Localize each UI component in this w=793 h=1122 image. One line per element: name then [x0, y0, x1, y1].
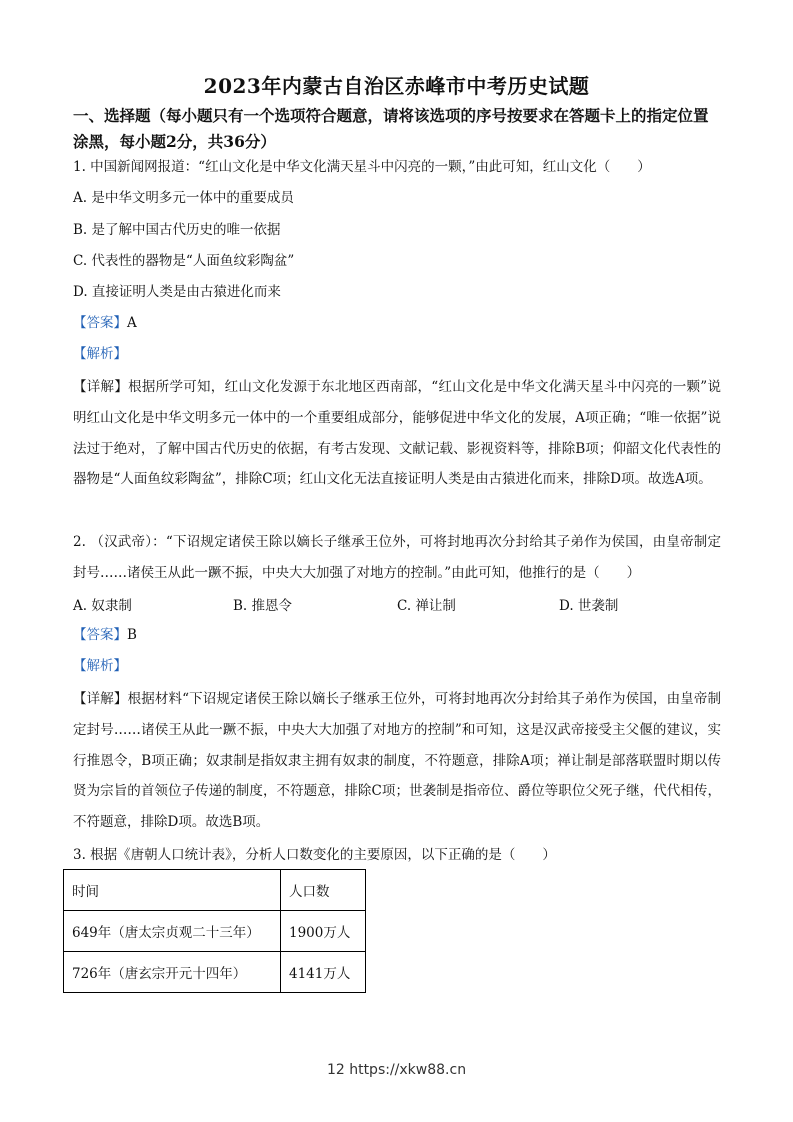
table-header-cell: 时间: [64, 870, 281, 911]
q1-option-c: C. 代表性的器物是“人面鱼纹彩陶盆”: [73, 253, 295, 269]
population-table: [63, 869, 366, 993]
q2-detail: [73, 684, 721, 838]
answer-tag: 【答案】: [73, 315, 127, 331]
answer-value: A: [127, 315, 137, 331]
section-heading: 一、选择题（每小题只有一个选项符合题意，请将该选项的序号按要求在答题卡上的指定位置涂黑，每小题2分，共36分）: [73, 106, 709, 151]
q2-options: [73, 594, 721, 614]
q2-option-c: C. 禅让制: [397, 598, 456, 614]
detail-tag: 【详解】: [73, 379, 129, 395]
q1-stem: 1. 中国新闻网报道：“红山文化是中华文化满天星斗中闪亮的一颗，”由此可知，红山文化（ ）: [73, 159, 651, 175]
q2-option-b: B. 推恩令: [233, 598, 293, 614]
table-row: [64, 952, 366, 993]
table-row: [64, 911, 366, 952]
detail-tag: 【详解】: [73, 691, 128, 707]
q1-option-b: B. 是了解中国古代历史的唯一依据: [73, 222, 281, 238]
exam-title: 2023年内蒙古自治区赤峰市中考历史试题: [203, 74, 590, 98]
analysis-tag: 【解析】: [73, 346, 127, 362]
table-cell: 4141万人: [281, 952, 366, 993]
q2-answer: [73, 625, 137, 645]
table-header-row: [64, 870, 366, 911]
analysis-tag: 【解析】: [73, 658, 127, 674]
table-cell: 649年（唐太宗贞观二十三年）: [64, 911, 281, 952]
table-cell: 726年（唐玄宗开元十四年）: [64, 952, 281, 993]
q1-analysis: [73, 344, 127, 364]
q2-analysis: [73, 656, 127, 676]
detail-text: 根据材料“下诏规定诸侯王除以嫡长子继承王位外，可将封地再次分封给其子弟作为侯国，由皇帝制定封号……诸侯王从此一蹶不振，中央大大加强了对地方的控制”和可知，这是汉武帝接受主父偃的建议，实行推恩令，B项正确；奴隶制是指奴隶主拥有奴隶的制度，不符题意，排除A项；禅让制是部落联盟时期以传贤为宗旨的首领位子传递的制度，不符题意，排除C项；世袭制是指帝位、爵位等职位父死子继，代代相传，不符题意，排除D项。故选B项。: [73, 691, 721, 831]
q2-option-a: A. 奴隶制: [73, 598, 132, 614]
table-header-cell: 人口数: [281, 870, 366, 911]
q1-option-a: A. 是中华文明多元一体中的重要成员: [73, 190, 294, 206]
q2-stem: 2. （汉武帝）：“下诏规定诸侯王除以嫡长子继承王位外，可将封地再次分封给其子弟作为侯国，由皇帝制定封号……诸侯王从此一蹶不振，中央大大加强了对地方的控制。”由此可知，他推行的是（ ）: [73, 534, 721, 581]
detail-text: 根据所学可知，红山文化发源于东北地区西南部，“红山文化是中华文化满天星斗中闪亮的一颗”说明红山文化是中华文明多元一体中的一个重要组成部分，能够促进中华文化的发展，A项正确；“唯一依据”说法过于绝对，了解中国古代历史的依据，有考古发现、文献记载、影视资料等，排除B项；仰韶文化代表性的器物是“人面鱼纹彩陶盆”，排除C项；红山文化无法直接证明人类是由古猿进化而来，排除D项。故选A项。: [73, 379, 721, 488]
answer-tag: 【答案】: [73, 627, 127, 643]
q3-stem: 3. 根据《唐朝人口统计表》，分析人口数变化的主要原因，以下正确的是（ ）: [73, 847, 556, 863]
q1-answer: [73, 313, 137, 333]
table-cell: 1900万人: [281, 911, 366, 952]
q1-option-d: D. 直接证明人类是由古猿进化而来: [73, 284, 281, 300]
page-footer: 12 https://xkw88.cn: [326, 1062, 467, 1078]
q2-option-d: D. 世袭制: [559, 598, 619, 614]
q1-detail: [73, 372, 721, 495]
answer-value: B: [127, 627, 137, 643]
